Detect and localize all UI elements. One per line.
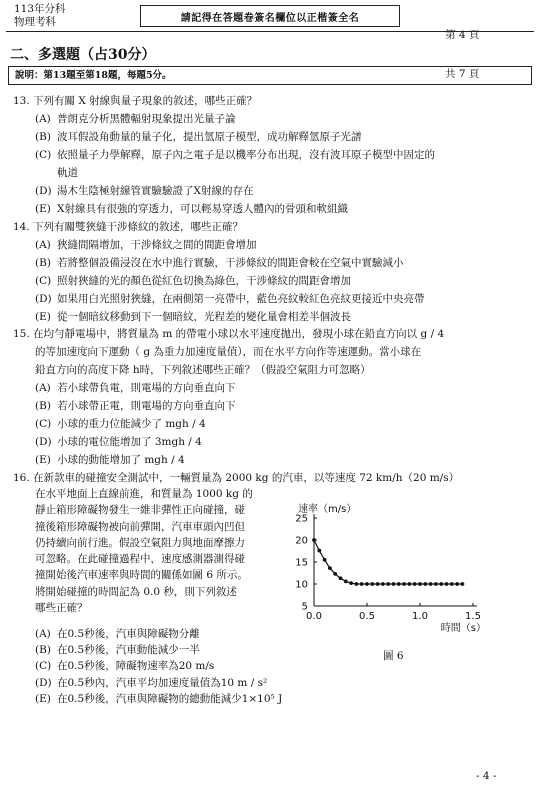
q15-options <box>13 379 523 469</box>
q14-option <box>35 308 523 326</box>
q15-option <box>35 433 523 451</box>
q13-option <box>35 164 523 182</box>
option-key: (D) <box>35 185 52 197</box>
q14-option <box>35 272 523 290</box>
q15-stem-line3: 鉛直方向的高度下降 h時，下列敘述哪些正確？（假設空氣阻力可忽略） <box>35 364 371 376</box>
option-text: 在0.5秒後，汽車與障礙物分離 <box>57 628 200 640</box>
x-axis-label: 時間（s） <box>440 623 486 634</box>
option-key <box>35 164 57 182</box>
header-year: 113年分科 <box>14 3 66 15</box>
option-text: 波耳假設角動量的量子化，提出氫原子模型，成功解釋氫原子光譜 <box>57 131 362 143</box>
q16-stem <box>13 486 313 616</box>
data-point <box>355 582 359 586</box>
x-tick-label: 1.5 <box>465 611 481 622</box>
data-point <box>413 582 417 586</box>
q16-stem-line: 撞後箱形障礙物被向前彈開，汽車車頭內凹但 <box>35 520 245 533</box>
data-point <box>450 582 454 586</box>
data-point <box>328 566 332 570</box>
y-tick-label: 25 <box>295 513 308 525</box>
option-key: (E) <box>35 311 51 323</box>
option-key: (B) <box>35 257 51 269</box>
question-13 <box>13 92 523 218</box>
q15-stem-line2: 的等加速度向下運動（ g 為重力加速度量值），而在水平方向作等速運動。當小球在 <box>35 346 422 358</box>
option-text: 狹縫間隔增加，干涉條紋之間的間距會增加 <box>57 239 257 251</box>
option-key: (A) <box>35 628 51 640</box>
q13-option <box>35 182 523 200</box>
data-point <box>365 582 369 586</box>
q16-stem-line: 在水平地面上直線前進，和質量為 1000 kg 的 <box>35 488 253 500</box>
option-text: 小球的重力位能減少了 mgh / 4 <box>57 418 206 430</box>
y-tick-label: 5 <box>301 601 308 613</box>
option-text: 在0.5秒內，汽車平均加速度量值為10 m / s² <box>57 676 268 689</box>
total-pages: 共 7 頁 <box>445 68 480 80</box>
q14-stem: 14. 下列有關雙狹縫干涉條紋的敘述，哪些正確？ <box>13 221 244 233</box>
data-point <box>376 582 380 586</box>
option-key: (E) <box>35 454 51 466</box>
data-point <box>418 582 422 586</box>
page-indicator: 第 4 頁 <box>445 29 480 41</box>
header-left <box>14 3 66 29</box>
q14-option <box>35 290 523 308</box>
q16-stem-line1: 16. 在新款車的碰撞安全測試中，一輛質量為 2000 kg 的汽車，以等速度 72 km/h（20 m/s） <box>13 472 460 484</box>
option-key: (E) <box>35 692 51 705</box>
q15-option <box>35 379 523 397</box>
option-key: (C) <box>35 418 52 430</box>
q16-option <box>35 675 433 691</box>
data-point <box>323 558 327 562</box>
option-text: 若小球帶負電，則電場的方向垂直向下 <box>57 382 236 394</box>
question-15 <box>13 325 523 469</box>
option-key: (B) <box>35 131 51 143</box>
option-text: X射線具有很強的穿透力，可以輕易穿透人體內的骨頭和軟組織 <box>57 203 348 215</box>
section-note: 說明：第13題至第18題，每題5分。 <box>8 66 532 85</box>
option-text: 依照量子力學解釋，原子內之電子是以機率分布出現，沒有波耳原子模型中固定的 <box>57 149 435 161</box>
option-text: 若小球帶正電，則電場的方向垂直向下 <box>57 400 236 412</box>
data-point <box>312 538 316 542</box>
q14-option <box>35 236 523 254</box>
data-point <box>445 582 449 586</box>
option-text: 從一個暗紋移動到下一個暗紋，光程差的變化量會相差半個波長 <box>57 311 351 323</box>
option-text: 小球的動能增加了 mgh / 4 <box>57 454 185 466</box>
data-point <box>381 582 385 586</box>
q13-options <box>13 110 523 218</box>
option-text: 如果用白光照射狹縫，在兩側第一亮帶中，藍色亮紋較紅色亮紋更接近中央亮帶 <box>57 293 425 305</box>
option-key: (A) <box>35 239 51 251</box>
q16-option <box>35 626 433 642</box>
x-tick-label: 0.5 <box>359 611 375 622</box>
option-key: (A) <box>35 382 51 394</box>
data-point <box>360 582 364 586</box>
data-point <box>349 581 353 585</box>
data-point <box>455 582 459 586</box>
q16-stem-line: 靜止箱形障礙物發生一維非彈性正向碰撞，碰 <box>35 504 245 517</box>
q16-stem-line: 哪些正確？ <box>35 602 88 615</box>
q15-option <box>35 397 523 415</box>
option-key: (E) <box>35 203 51 215</box>
y-axis-label: 速率（m/s） <box>298 504 357 515</box>
q15-stem-line1: 15. 在均勻靜電場中，將質量為 m 的帶電小球以水平速度拋出，發現小球在鉛直方向以 g / 4 <box>13 328 445 340</box>
data-point <box>423 582 427 586</box>
data-point <box>461 582 465 586</box>
y-tick-label: 15 <box>295 557 308 569</box>
option-text: 在0.5秒後，障礙物速率為20 m/s <box>57 660 215 673</box>
data-point <box>344 579 348 583</box>
q14-options <box>13 236 523 326</box>
data-point <box>317 549 321 553</box>
header-divider <box>6 31 534 32</box>
q16-option <box>35 658 433 674</box>
q13-option <box>35 146 523 164</box>
q13-option <box>35 110 523 128</box>
q16-stem-line: 可忽略。在此碰撞過程中，速度感測器測得碰 <box>35 553 245 566</box>
q15-option <box>35 451 523 469</box>
data-point <box>429 582 433 586</box>
data-point <box>333 572 337 576</box>
option-key: (C) <box>35 660 52 673</box>
option-text: 普朗克分析黑體輻射現象提出光量子論 <box>57 113 236 125</box>
option-text: 在0.5秒後，汽車動能減少一半 <box>57 644 200 657</box>
q16-stem-line: 仍持續向前行進。假設空氣阻力與地面摩擦力 <box>35 536 245 549</box>
data-point <box>386 582 390 586</box>
option-key: (C) <box>35 275 52 287</box>
q13-stem: 13. 下列有關 X 射線與量子現象的敘述，哪些正確？ <box>13 95 258 107</box>
data-point <box>370 582 374 586</box>
q13-option <box>35 128 523 146</box>
question-14 <box>13 218 523 326</box>
figure-6-chart <box>282 498 497 646</box>
data-point <box>408 582 412 586</box>
data-point <box>434 582 438 586</box>
option-key: (B) <box>35 400 51 412</box>
speed-curve <box>314 540 462 584</box>
page-number: - 4 - <box>476 770 497 782</box>
y-tick-label: 20 <box>295 535 308 547</box>
data-point <box>397 582 401 586</box>
option-key: (D) <box>35 436 52 448</box>
option-key: (D) <box>35 676 52 689</box>
q16-option <box>35 642 433 658</box>
q16-stem-line: 撞開始後汽車速率與時間的關係如圖 6 所示。 <box>35 569 248 582</box>
option-text: 軌道 <box>57 167 78 179</box>
option-text: 若將整個設備浸沒在水中進行實驗，干涉條紋的間距會較在空氣中實驗減小 <box>57 257 404 269</box>
data-point <box>392 582 396 586</box>
signature-notice: 請記得在答題卷簽名欄位以正楷簽全名 <box>140 5 400 27</box>
q15-option <box>35 415 523 433</box>
y-tick-label: 10 <box>295 579 308 591</box>
option-text: 湯木生陰極射線管實驗驗證了X射線的存在 <box>57 185 254 197</box>
header-subject: 物理考科 <box>14 16 56 28</box>
section-title: 二、多選題（占30分） <box>10 47 156 63</box>
x-tick-label: 1.0 <box>412 611 428 622</box>
data-point <box>439 582 443 586</box>
data-point <box>339 576 343 580</box>
q16-options <box>13 626 433 707</box>
option-key: (B) <box>35 644 51 657</box>
option-key: (D) <box>35 293 52 305</box>
option-key: (A) <box>35 113 51 125</box>
figure-caption: 圖 6 <box>383 650 404 662</box>
option-text: 照射狹縫的光的顏色從紅色切換為綠色，干涉條紋的間距會增加 <box>57 275 351 287</box>
option-key: (C) <box>35 149 52 161</box>
option-text: 在0.5秒後，汽車與障礙物的總動能減少1×10⁵ J <box>57 692 283 705</box>
q16-stem-line: 將開始碰撞的時間記為 0.0 秒，則下列敘述 <box>35 585 237 598</box>
q16-option <box>35 691 433 707</box>
data-point <box>402 582 406 586</box>
q13-option <box>35 200 523 218</box>
q14-option <box>35 254 523 272</box>
x-tick-label: 0.0 <box>306 611 322 622</box>
option-text: 小球的電位能增加了 3mgh / 4 <box>57 436 202 448</box>
